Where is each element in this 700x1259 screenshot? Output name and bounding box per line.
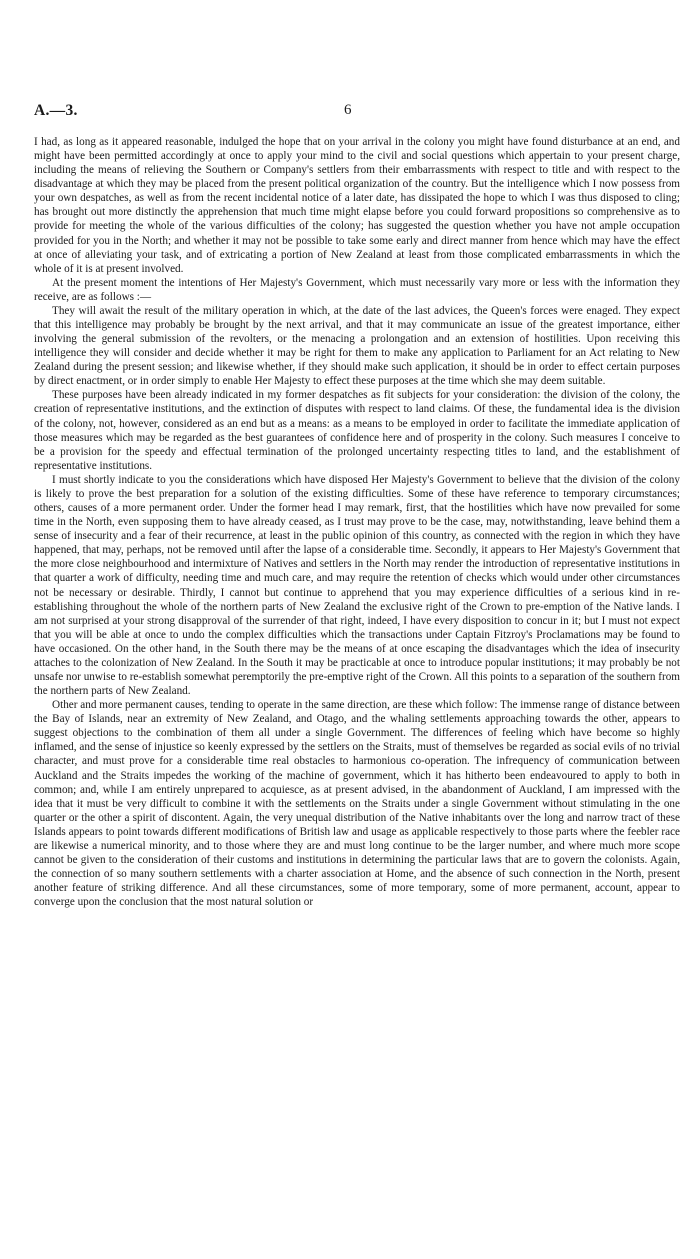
paragraph: I had, as long as it appeared reasonable, indulged the hope that on your arrival in the colony you might have found disturbance at an end, and might have been permitted accordingly at once to apply your mind to the civil and social questions which appertain to your present charge, including the means of relieving the Southern or Company's settlers from their embarrassments with respect to title and with respect to the disadvantage at which they may be placed from the present political organization of the country. But the intelligence which I now possess from your own despatches, as well as from the recent incidental notice of a later date, has dissipated the hope to which I was thus disposed to cling; has brought out more distinctly the apprehension that much time might elapse before you could forward propositions so comprehensive as to provide for meeting the whole of the various difficulties of the colony; has suggested the question whether you have not ample occupation provided for you in the North; and whether it may not be possible to take some early and direct manner from hence which may have the effect at once of alleviating your task, and of extricating a portion of New Zealand at least from those complicated embarrassments in which the whole of it is at present involved.	[34, 136, 680, 275]
page-number: 6	[344, 102, 352, 118]
paragraph: They will await the result of the military operation in which, at the date of the last advices, the Queen's forces were enaged. They expect that this intelligence may probably be brought by the next arrival, and that it may communicate an issue of the greatest importance, either involving the general submission of the revolters, or the menacing a prolongation and an extension of hostilities. Upon receiving this intelligence they will consider and decide whether it may be right for them to make any application to Parliament for an Act relating to New Zealand during the present session; and likewise whether, if they should make such application, it should be in order to effect certain purposes by direct enactment, or in order simply to enable Her Majesty to effect these purposes at the time which she may deem suitable.	[34, 304, 680, 388]
body-text	[34, 135, 680, 909]
paragraph: These purposes have been already indicated in my former despatches as fit subjects for your consideration: the division of the colony, the creation of representative institutions, and the extinction of disputes with respect to land claims. Of these, the fundamental idea is the division of the colony, not, however, considered as an end but as a means: as a means to be employed in order to facilitate the immediate application of those measures which may be regarded as the best guarantees of confidence here and of prosperity in the colony. Such measures I conceive to be a provision for the speedy and effectual termination of the prolonged uncertainty respecting titles to land, and the establishment of representative institutions.	[34, 389, 680, 472]
paragraph: I must shortly indicate to you the considerations which have disposed Her Majesty's Government to believe that the division of the colony is likely to prove the best preparation for a solution of the existing difficulties. Some of these have reference to temporary circumstances; others, causes of a more permanent order. Under the former head I may remark, first, that the hostilities which have now prevailed for some time in the North, even supposing them to have already ceased, as I trust may prove to be the case, may, notwithstanding, leave behind them a sense of insecurity and a fear of their recurrence, at least in the public opinion of this country, as connected with the region in which they have happened, that may, perhaps, not be removed until after the lapse of a considerable time. Secondly, it appears to Her Majesty's Government that the more close neighbourhood and intermixture of Natives and settlers in the North may render the introduction of representative institutions in that quarter a work of difficulty, needing time and much care, and may require the retention of checks which would under other circumstances not be necessary or desirable. Thirdly, I cannot but continue to apprehend that you may experience difficulties of a serious kind in re-establishing throughout the whole of the northern parts of New Zealand the exclusive right of the Crown to pre-emption of the Native lands. I am not surprised at your strong disapproval of the surrender of that right, indeed, I have every disposition to concur in it; but I must not expect that you will be able at once to undo the complex difficulties which the transactions under Captain Fitzroy's Proclamations may be found to have occasioned. On the other hand, in the South there may be the means of at once escaping the disadvantages which the idea of insecurity attaches to the colonization of New Zealand. In the South it may be practicable at once to introduce popular institutions; it may probably be not unsafe nor unwise to re-establish somewhat peremptorily the pre-emptive right of the Crown. All this points to a separation of the southern from the northern parts of New Zealand.	[34, 473, 680, 698]
page-header	[34, 102, 674, 124]
document-reference: A.—3.	[34, 102, 78, 119]
paragraph: Other and more permanent causes, tending to operate in the same direction, are these which follow: The immense range of distance between the Bay of Islands, near an extremity of New Zealand, and Otago, and the whaling settlements approaching towards the other, appears to suggest objections to the combination of them all under a single Government. The differences of feeling which have become so highly inflamed, and the sense of injustice so keenly expressed by the settlers on the Straits, must of themselves be regarded as social evils of no trivial character, and must prove for a considerable time real obstacles to harmonious co-operation. The infrequency of communication between Auckland and the Straits impedes the working of the machine of government, which it has hitherto been endeavoured to apply to both in common; and, while I am entirely unprepared to acquiesce, as at present advised, in the abandonment of Auckland, I am impressed with the idea that it must be very difficult to combine it with the settlements on the Straits under a single Government without stimulating in the one quarter or the other a spirit of discontent. Again, the very unequal distribution of the Native inhabitants over the long and narrow tract of these Islands appears to point towards different modifications of British law and usage as applicable respectively to those parts where the feebler race are likewise a numerical minority, and to those where they are and must long continue to be the larger number, and where much more scope cannot be given to the consideration of their customs and institutions in determining the particular laws that are to govern the colonists. Again, the connection of so many southern settlements with a charter association at Home, and the absence of such connection in the North, present another feature of striking difference. And all these circumstances, some of more temporary, some of more permanent, account, appear to converge upon the conclusion that the most natural solution or	[34, 699, 680, 909]
paragraph: At the present moment the intentions of Her Majesty's Government, which must necessarily vary more or less with the information they receive, are as follows :—	[34, 276, 680, 303]
